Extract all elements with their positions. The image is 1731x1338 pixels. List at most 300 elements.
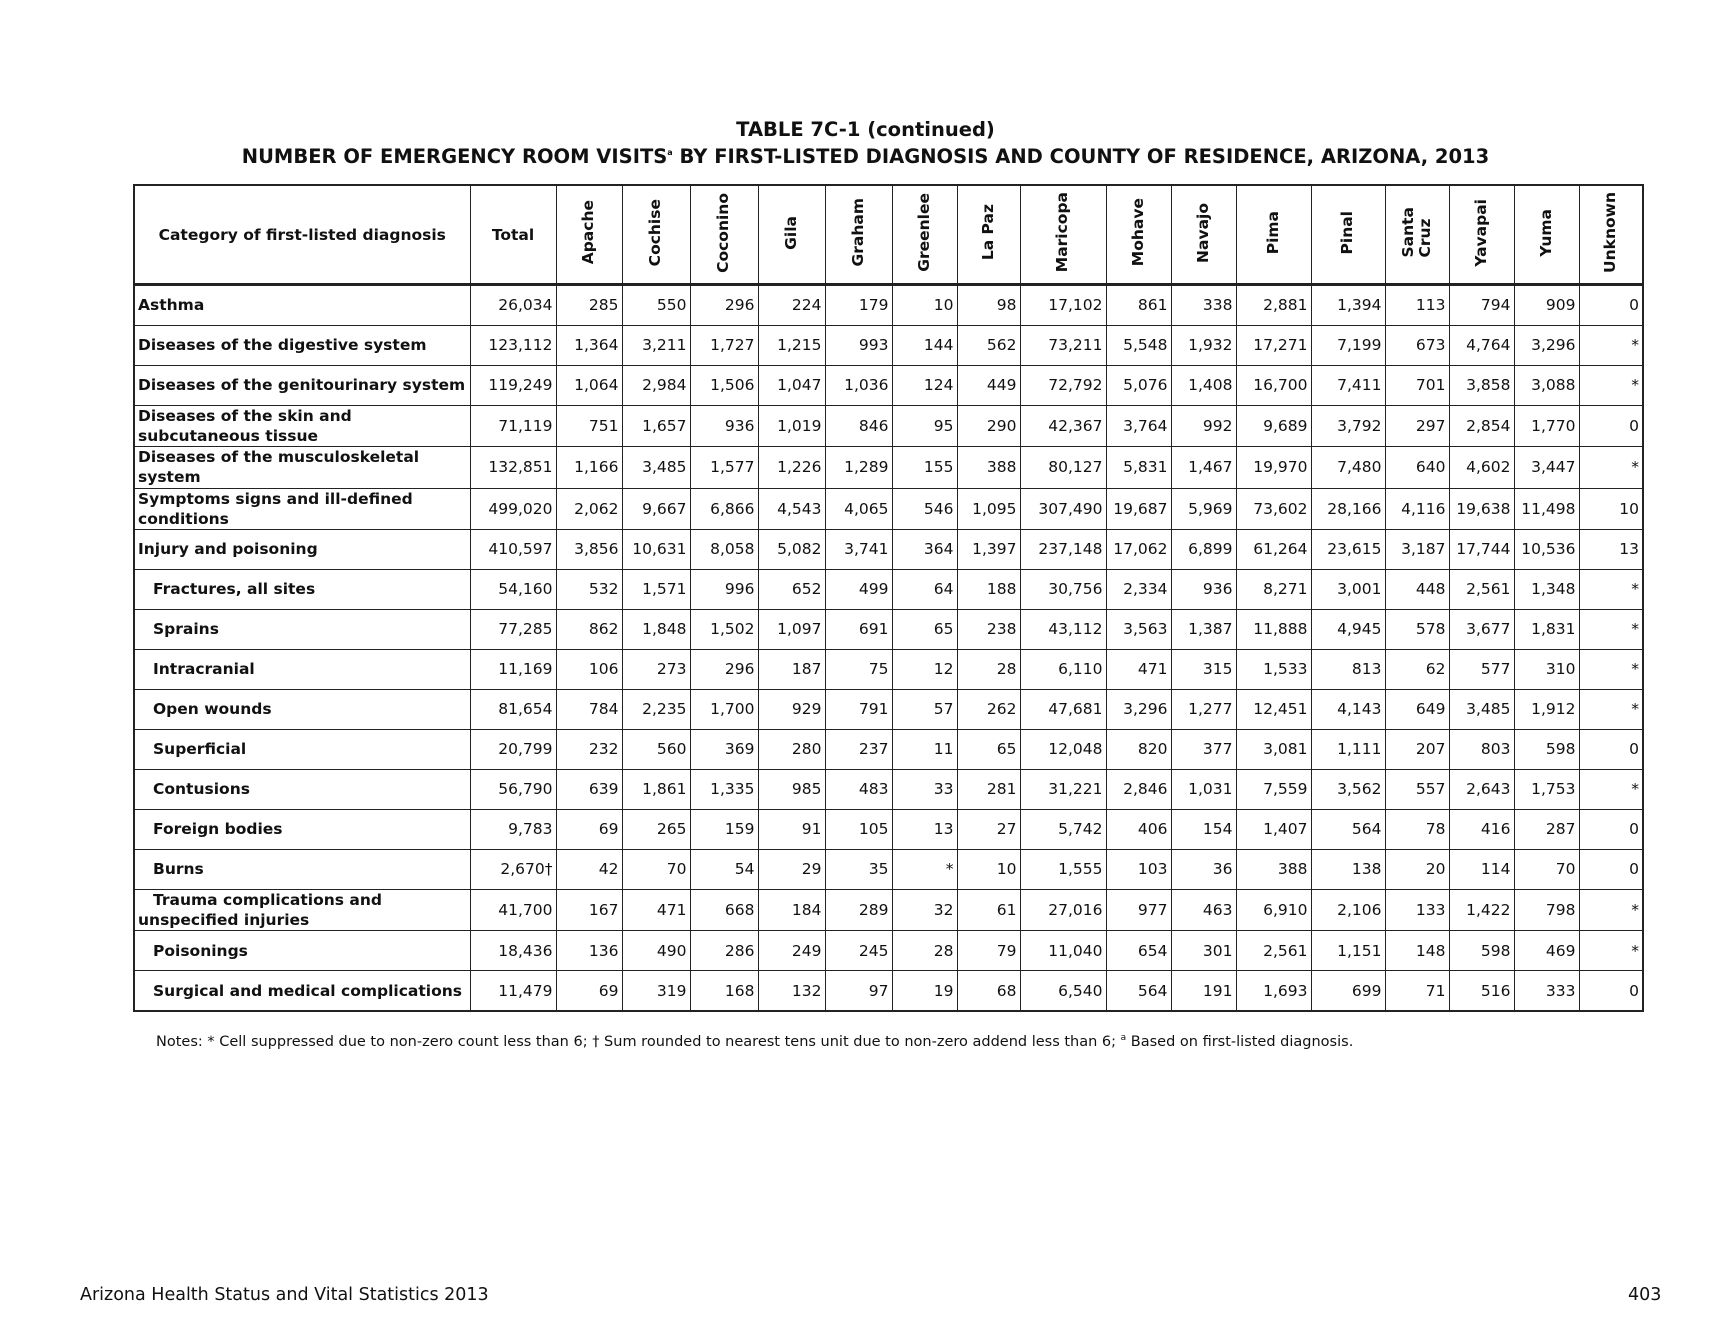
row-label: Intracranial bbox=[134, 649, 470, 689]
county-value-cell: 598 bbox=[1514, 729, 1579, 769]
county-value-cell: 2,881 bbox=[1236, 285, 1311, 326]
county-value-cell: 7,559 bbox=[1236, 769, 1311, 809]
county-value-cell: 1,408 bbox=[1171, 366, 1236, 406]
county-value-cell: 1,387 bbox=[1171, 609, 1236, 649]
county-value-cell: 245 bbox=[825, 931, 892, 971]
county-value-cell: 4,543 bbox=[758, 488, 825, 529]
county-value-cell: 65 bbox=[892, 609, 957, 649]
county-value-cell: 29 bbox=[758, 849, 825, 889]
table-row bbox=[134, 326, 1643, 366]
row-label: Sprains bbox=[134, 609, 470, 649]
county-value-cell: 0 bbox=[1579, 406, 1643, 447]
county-value-cell: * bbox=[1579, 609, 1643, 649]
county-value-cell: 388 bbox=[957, 447, 1020, 488]
county-value-cell: 13 bbox=[1579, 529, 1643, 569]
county-value-cell: 996 bbox=[690, 569, 758, 609]
county-value-cell: 98 bbox=[957, 285, 1020, 326]
county-value-cell: 3,741 bbox=[825, 529, 892, 569]
county-value-cell: 3,677 bbox=[1449, 609, 1514, 649]
row-total: 119,249 bbox=[470, 366, 556, 406]
county-value-cell: 1,289 bbox=[825, 447, 892, 488]
county-value-cell: 1,097 bbox=[758, 609, 825, 649]
row-total: 71,119 bbox=[470, 406, 556, 447]
county-value-cell: 54 bbox=[690, 849, 758, 889]
county-header-label: Yavapai bbox=[1471, 198, 1490, 267]
county-value-cell: 73,211 bbox=[1020, 326, 1106, 366]
county-value-cell: 1,394 bbox=[1311, 285, 1385, 326]
row-total: 11,169 bbox=[470, 649, 556, 689]
county-header-label: Greenlee bbox=[914, 193, 933, 272]
county-header bbox=[690, 185, 758, 285]
county-value-cell: 17,744 bbox=[1449, 529, 1514, 569]
county-value-cell: 105 bbox=[825, 809, 892, 849]
county-value-cell: 4,143 bbox=[1311, 689, 1385, 729]
county-value-cell: 4,065 bbox=[825, 488, 892, 529]
county-value-cell: 3,562 bbox=[1311, 769, 1385, 809]
county-header bbox=[1020, 185, 1106, 285]
table-row bbox=[134, 609, 1643, 649]
county-header bbox=[1236, 185, 1311, 285]
county-value-cell: 3,485 bbox=[622, 447, 690, 488]
county-value-cell: 33 bbox=[892, 769, 957, 809]
county-value-cell: 70 bbox=[622, 849, 690, 889]
table-row bbox=[134, 366, 1643, 406]
county-value-cell: 75 bbox=[825, 649, 892, 689]
county-value-cell: 1,502 bbox=[690, 609, 758, 649]
county-value-cell: 448 bbox=[1385, 569, 1449, 609]
county-value-cell: 28 bbox=[957, 649, 1020, 689]
county-value-cell: 846 bbox=[825, 406, 892, 447]
county-header-label: Mohave bbox=[1128, 198, 1147, 267]
county-value-cell: 364 bbox=[892, 529, 957, 569]
county-value-cell: 3,001 bbox=[1311, 569, 1385, 609]
table-subtitle: NUMBER OF EMERGENCY ROOM VISITS$^a$ BY FIRST-LISTED DIAGNOSIS AND COUNTY OF RESIDENCE, ARIZONA, 2013 bbox=[241, 145, 1490, 168]
county-value-cell: 42,367 bbox=[1020, 406, 1106, 447]
county-value-cell: 1,397 bbox=[957, 529, 1020, 569]
county-value-cell: 2,235 bbox=[622, 689, 690, 729]
county-value-cell: 564 bbox=[1106, 971, 1171, 1012]
county-value-cell: 30,756 bbox=[1020, 569, 1106, 609]
county-value-cell: 148 bbox=[1385, 931, 1449, 971]
county-value-cell: 43,112 bbox=[1020, 609, 1106, 649]
county-value-cell: 1,095 bbox=[957, 488, 1020, 529]
county-value-cell: 238 bbox=[957, 609, 1020, 649]
county-value-cell: 281 bbox=[957, 769, 1020, 809]
county-value-cell: 5,082 bbox=[758, 529, 825, 569]
county-value-cell: 6,540 bbox=[1020, 971, 1106, 1012]
county-value-cell: 1,848 bbox=[622, 609, 690, 649]
county-value-cell: 19,970 bbox=[1236, 447, 1311, 488]
county-value-cell: 2,561 bbox=[1449, 569, 1514, 609]
county-value-cell: 0 bbox=[1579, 285, 1643, 326]
county-value-cell: 68 bbox=[957, 971, 1020, 1012]
county-header bbox=[758, 185, 825, 285]
county-value-cell: 1,047 bbox=[758, 366, 825, 406]
county-value-cell: 3,485 bbox=[1449, 689, 1514, 729]
county-value-cell: 5,831 bbox=[1106, 447, 1171, 488]
county-value-cell: 546 bbox=[892, 488, 957, 529]
county-value-cell: 416 bbox=[1449, 809, 1514, 849]
county-value-cell: * bbox=[1579, 889, 1643, 930]
county-header bbox=[622, 185, 690, 285]
county-value-cell: 406 bbox=[1106, 809, 1171, 849]
county-value-cell: 4,116 bbox=[1385, 488, 1449, 529]
county-value-cell: 290 bbox=[957, 406, 1020, 447]
county-value-cell: 6,866 bbox=[690, 488, 758, 529]
county-value-cell: 4,945 bbox=[1311, 609, 1385, 649]
county-value-cell: 1,753 bbox=[1514, 769, 1579, 809]
county-value-cell: 1,151 bbox=[1311, 931, 1385, 971]
table-notes: Notes: * Cell suppressed due to non-zero count less than 6; † Sum rounded to nearest tens unit due to non-zero addend less than 6; $^a$ Based on first-listed diagnosis. bbox=[156, 1033, 1354, 1050]
county-header-label: La Paz bbox=[978, 204, 997, 261]
county-value-cell: 319 bbox=[622, 971, 690, 1012]
table-row bbox=[134, 569, 1643, 609]
county-value-cell: * bbox=[892, 849, 957, 889]
county-header-label: Cochise bbox=[646, 198, 665, 267]
county-value-cell: 2,561 bbox=[1236, 931, 1311, 971]
row-total: 132,851 bbox=[470, 447, 556, 488]
county-value-cell: 62 bbox=[1385, 649, 1449, 689]
county-value-cell: 1,226 bbox=[758, 447, 825, 488]
row-total: 54,160 bbox=[470, 569, 556, 609]
county-value-cell: 1,019 bbox=[758, 406, 825, 447]
county-value-cell: 1,831 bbox=[1514, 609, 1579, 649]
county-value-cell: 377 bbox=[1171, 729, 1236, 769]
county-value-cell: 1,693 bbox=[1236, 971, 1311, 1012]
row-total: 41,700 bbox=[470, 889, 556, 930]
county-value-cell: 862 bbox=[556, 609, 622, 649]
county-value-cell: 124 bbox=[892, 366, 957, 406]
county-value-cell: 649 bbox=[1385, 689, 1449, 729]
county-value-cell: 265 bbox=[622, 809, 690, 849]
county-value-cell: 751 bbox=[556, 406, 622, 447]
county-header bbox=[1579, 185, 1643, 285]
county-value-cell: 5,969 bbox=[1171, 488, 1236, 529]
county-value-cell: 154 bbox=[1171, 809, 1236, 849]
county-value-cell: 2,062 bbox=[556, 488, 622, 529]
county-value-cell: 639 bbox=[556, 769, 622, 809]
row-label: Diseases of the genitourinary system bbox=[134, 366, 470, 406]
county-value-cell: 1,555 bbox=[1020, 849, 1106, 889]
county-value-cell: 191 bbox=[1171, 971, 1236, 1012]
county-value-cell: 307,490 bbox=[1020, 488, 1106, 529]
county-value-cell: 1,364 bbox=[556, 326, 622, 366]
county-value-cell: 3,187 bbox=[1385, 529, 1449, 569]
county-value-cell: 5,742 bbox=[1020, 809, 1106, 849]
county-value-cell: 73,602 bbox=[1236, 488, 1311, 529]
county-value-cell: 80,127 bbox=[1020, 447, 1106, 488]
row-label: Diseases of the musculoskeletal system bbox=[134, 447, 470, 488]
county-value-cell: 273 bbox=[622, 649, 690, 689]
county-value-cell: * bbox=[1579, 326, 1643, 366]
county-value-cell: 310 bbox=[1514, 649, 1579, 689]
county-value-cell: 232 bbox=[556, 729, 622, 769]
county-value-cell: 562 bbox=[957, 326, 1020, 366]
county-value-cell: 369 bbox=[690, 729, 758, 769]
row-label: Foreign bodies bbox=[134, 809, 470, 849]
table-row bbox=[134, 809, 1643, 849]
row-total: 77,285 bbox=[470, 609, 556, 649]
table-row bbox=[134, 931, 1643, 971]
row-total: 2,670† bbox=[470, 849, 556, 889]
county-value-cell: 12,451 bbox=[1236, 689, 1311, 729]
county-value-cell: 564 bbox=[1311, 809, 1385, 849]
county-value-cell: 516 bbox=[1449, 971, 1514, 1012]
county-header-label: Santa Cruz bbox=[1398, 207, 1434, 258]
county-value-cell: 784 bbox=[556, 689, 622, 729]
county-value-cell: 691 bbox=[825, 609, 892, 649]
county-value-cell: 167 bbox=[556, 889, 622, 930]
county-value-cell: 28,166 bbox=[1311, 488, 1385, 529]
county-value-cell: 1,335 bbox=[690, 769, 758, 809]
county-value-cell: 79 bbox=[957, 931, 1020, 971]
row-total: 410,597 bbox=[470, 529, 556, 569]
county-value-cell: 35 bbox=[825, 849, 892, 889]
county-value-cell: 598 bbox=[1449, 931, 1514, 971]
county-value-cell: 3,792 bbox=[1311, 406, 1385, 447]
county-value-cell: 993 bbox=[825, 326, 892, 366]
county-value-cell: * bbox=[1579, 689, 1643, 729]
county-value-cell: 794 bbox=[1449, 285, 1514, 326]
county-header-label: Yuma bbox=[1536, 208, 1555, 257]
county-value-cell: 578 bbox=[1385, 609, 1449, 649]
county-value-cell: 136 bbox=[556, 931, 622, 971]
county-value-cell: 9,667 bbox=[622, 488, 690, 529]
county-value-cell: 10,536 bbox=[1514, 529, 1579, 569]
county-value-cell: 820 bbox=[1106, 729, 1171, 769]
county-value-cell: 3,088 bbox=[1514, 366, 1579, 406]
table-row bbox=[134, 488, 1643, 529]
county-header bbox=[892, 185, 957, 285]
county-value-cell: 296 bbox=[690, 649, 758, 689]
county-value-cell: 333 bbox=[1514, 971, 1579, 1012]
county-value-cell: 6,899 bbox=[1171, 529, 1236, 569]
table-body bbox=[134, 285, 1643, 1012]
county-value-cell: 184 bbox=[758, 889, 825, 930]
county-value-cell: 97 bbox=[825, 971, 892, 1012]
county-value-cell: * bbox=[1579, 649, 1643, 689]
county-value-cell: 3,858 bbox=[1449, 366, 1514, 406]
row-label: Diseases of the digestive system bbox=[134, 326, 470, 366]
table-row bbox=[134, 729, 1643, 769]
county-value-cell: 3,856 bbox=[556, 529, 622, 569]
county-value-cell: 17,062 bbox=[1106, 529, 1171, 569]
county-value-cell: 114 bbox=[1449, 849, 1514, 889]
county-value-cell: 187 bbox=[758, 649, 825, 689]
county-value-cell: 1,215 bbox=[758, 326, 825, 366]
county-value-cell: 1,036 bbox=[825, 366, 892, 406]
county-value-cell: 3,764 bbox=[1106, 406, 1171, 447]
county-value-cell: 4,764 bbox=[1449, 326, 1514, 366]
county-value-cell: 19,638 bbox=[1449, 488, 1514, 529]
county-value-cell: 296 bbox=[690, 285, 758, 326]
county-value-cell: 237 bbox=[825, 729, 892, 769]
county-value-cell: 1,533 bbox=[1236, 649, 1311, 689]
county-value-cell: 69 bbox=[556, 809, 622, 849]
county-value-cell: 0 bbox=[1579, 849, 1643, 889]
county-value-cell: 699 bbox=[1311, 971, 1385, 1012]
county-value-cell: 0 bbox=[1579, 809, 1643, 849]
county-value-cell: 1,422 bbox=[1449, 889, 1514, 930]
county-value-cell: 132 bbox=[758, 971, 825, 1012]
county-value-cell: 3,447 bbox=[1514, 447, 1579, 488]
county-value-cell: 652 bbox=[758, 569, 825, 609]
county-value-cell: 61 bbox=[957, 889, 1020, 930]
row-total: 56,790 bbox=[470, 769, 556, 809]
table-row bbox=[134, 889, 1643, 930]
row-total: 499,020 bbox=[470, 488, 556, 529]
table-row bbox=[134, 971, 1643, 1012]
county-value-cell: 1,506 bbox=[690, 366, 758, 406]
county-value-cell: 6,110 bbox=[1020, 649, 1106, 689]
county-value-cell: 9,689 bbox=[1236, 406, 1311, 447]
table-row bbox=[134, 285, 1643, 326]
county-value-cell: 10,631 bbox=[622, 529, 690, 569]
county-value-cell: 11,888 bbox=[1236, 609, 1311, 649]
county-header bbox=[1449, 185, 1514, 285]
county-value-cell: 3,081 bbox=[1236, 729, 1311, 769]
page-number: 403 bbox=[1628, 1285, 1662, 1305]
county-value-cell: 27,016 bbox=[1020, 889, 1106, 930]
county-value-cell: 133 bbox=[1385, 889, 1449, 930]
county-value-cell: 1,770 bbox=[1514, 406, 1579, 447]
county-value-cell: 6,910 bbox=[1236, 889, 1311, 930]
county-value-cell: 1,031 bbox=[1171, 769, 1236, 809]
county-header bbox=[556, 185, 622, 285]
county-value-cell: 2,106 bbox=[1311, 889, 1385, 930]
county-value-cell: 1,348 bbox=[1514, 569, 1579, 609]
county-value-cell: 909 bbox=[1514, 285, 1579, 326]
county-value-cell: 1,166 bbox=[556, 447, 622, 488]
category-header: Category of first-listed diagnosis bbox=[134, 185, 470, 285]
county-value-cell: 13 bbox=[892, 809, 957, 849]
county-value-cell: 532 bbox=[556, 569, 622, 609]
county-value-cell: 168 bbox=[690, 971, 758, 1012]
county-value-cell: 71 bbox=[1385, 971, 1449, 1012]
county-value-cell: 10 bbox=[957, 849, 1020, 889]
county-value-cell: 280 bbox=[758, 729, 825, 769]
row-label: Surgical and medical complications bbox=[134, 971, 470, 1012]
county-value-cell: 19,687 bbox=[1106, 488, 1171, 529]
county-value-cell: 861 bbox=[1106, 285, 1171, 326]
county-value-cell: 1,111 bbox=[1311, 729, 1385, 769]
county-header-label: Gila bbox=[781, 215, 800, 250]
county-value-cell: 113 bbox=[1385, 285, 1449, 326]
county-value-cell: 31,221 bbox=[1020, 769, 1106, 809]
county-value-cell: 138 bbox=[1311, 849, 1385, 889]
county-value-cell: 8,058 bbox=[690, 529, 758, 569]
county-value-cell: 338 bbox=[1171, 285, 1236, 326]
county-value-cell: * bbox=[1579, 769, 1643, 809]
county-value-cell: 471 bbox=[622, 889, 690, 930]
county-value-cell: 1,064 bbox=[556, 366, 622, 406]
county-value-cell: 23,615 bbox=[1311, 529, 1385, 569]
county-header-label: Coconino bbox=[714, 192, 733, 273]
county-value-cell: 188 bbox=[957, 569, 1020, 609]
county-value-cell: 550 bbox=[622, 285, 690, 326]
county-value-cell: 471 bbox=[1106, 649, 1171, 689]
county-value-cell: * bbox=[1579, 366, 1643, 406]
county-value-cell: 11 bbox=[892, 729, 957, 769]
county-value-cell: 5,548 bbox=[1106, 326, 1171, 366]
county-value-cell: 42 bbox=[556, 849, 622, 889]
header-row bbox=[134, 185, 1643, 285]
county-value-cell: 798 bbox=[1514, 889, 1579, 930]
county-value-cell: 985 bbox=[758, 769, 825, 809]
county-value-cell: 249 bbox=[758, 931, 825, 971]
county-value-cell: 1,912 bbox=[1514, 689, 1579, 729]
row-label: Open wounds bbox=[134, 689, 470, 729]
row-label: Burns bbox=[134, 849, 470, 889]
county-header bbox=[1385, 185, 1449, 285]
county-value-cell: 7,411 bbox=[1311, 366, 1385, 406]
county-value-cell: 803 bbox=[1449, 729, 1514, 769]
county-value-cell: 7,199 bbox=[1311, 326, 1385, 366]
county-value-cell: 0 bbox=[1579, 971, 1643, 1012]
county-value-cell: 701 bbox=[1385, 366, 1449, 406]
county-value-cell: 57 bbox=[892, 689, 957, 729]
county-value-cell: 144 bbox=[892, 326, 957, 366]
county-value-cell: 560 bbox=[622, 729, 690, 769]
county-value-cell: 224 bbox=[758, 285, 825, 326]
county-value-cell: 262 bbox=[957, 689, 1020, 729]
county-value-cell: 61,264 bbox=[1236, 529, 1311, 569]
row-label: Contusions bbox=[134, 769, 470, 809]
county-header bbox=[825, 185, 892, 285]
county-value-cell: 1,861 bbox=[622, 769, 690, 809]
county-value-cell: 992 bbox=[1171, 406, 1236, 447]
county-value-cell: 28 bbox=[892, 931, 957, 971]
county-value-cell: 0 bbox=[1579, 729, 1643, 769]
table-row bbox=[134, 849, 1643, 889]
row-total: 18,436 bbox=[470, 931, 556, 971]
county-value-cell: 2,984 bbox=[622, 366, 690, 406]
table-title: TABLE 7C-1 (continued) bbox=[736, 118, 995, 141]
county-value-cell: 297 bbox=[1385, 406, 1449, 447]
row-label: Diseases of the skin and subcutaneous tissue bbox=[134, 406, 470, 447]
total-header: Total bbox=[470, 185, 556, 285]
county-value-cell: 3,296 bbox=[1514, 326, 1579, 366]
county-header bbox=[957, 185, 1020, 285]
county-value-cell: 2,643 bbox=[1449, 769, 1514, 809]
row-label: Asthma bbox=[134, 285, 470, 326]
row-label: Injury and poisoning bbox=[134, 529, 470, 569]
county-value-cell: 10 bbox=[1579, 488, 1643, 529]
county-value-cell: 65 bbox=[957, 729, 1020, 769]
county-value-cell: 1,932 bbox=[1171, 326, 1236, 366]
county-value-cell: 813 bbox=[1311, 649, 1385, 689]
county-header-label: Pima bbox=[1263, 210, 1282, 255]
county-value-cell: 103 bbox=[1106, 849, 1171, 889]
county-header-label: Maricopa bbox=[1053, 192, 1072, 273]
county-value-cell: 207 bbox=[1385, 729, 1449, 769]
county-value-cell: 159 bbox=[690, 809, 758, 849]
county-header-label: Unknown bbox=[1601, 192, 1620, 273]
table-row bbox=[134, 529, 1643, 569]
county-value-cell: 95 bbox=[892, 406, 957, 447]
table-row bbox=[134, 769, 1643, 809]
table-row bbox=[134, 447, 1643, 488]
diagnosis-table bbox=[133, 184, 1644, 1012]
footer-publication: Arizona Health Status and Vital Statistics 2013 bbox=[80, 1285, 489, 1305]
county-value-cell: 36 bbox=[1171, 849, 1236, 889]
county-value-cell: 8,271 bbox=[1236, 569, 1311, 609]
row-total: 123,112 bbox=[470, 326, 556, 366]
county-value-cell: 1,277 bbox=[1171, 689, 1236, 729]
county-value-cell: 449 bbox=[957, 366, 1020, 406]
county-header bbox=[1106, 185, 1171, 285]
county-value-cell: 469 bbox=[1514, 931, 1579, 971]
